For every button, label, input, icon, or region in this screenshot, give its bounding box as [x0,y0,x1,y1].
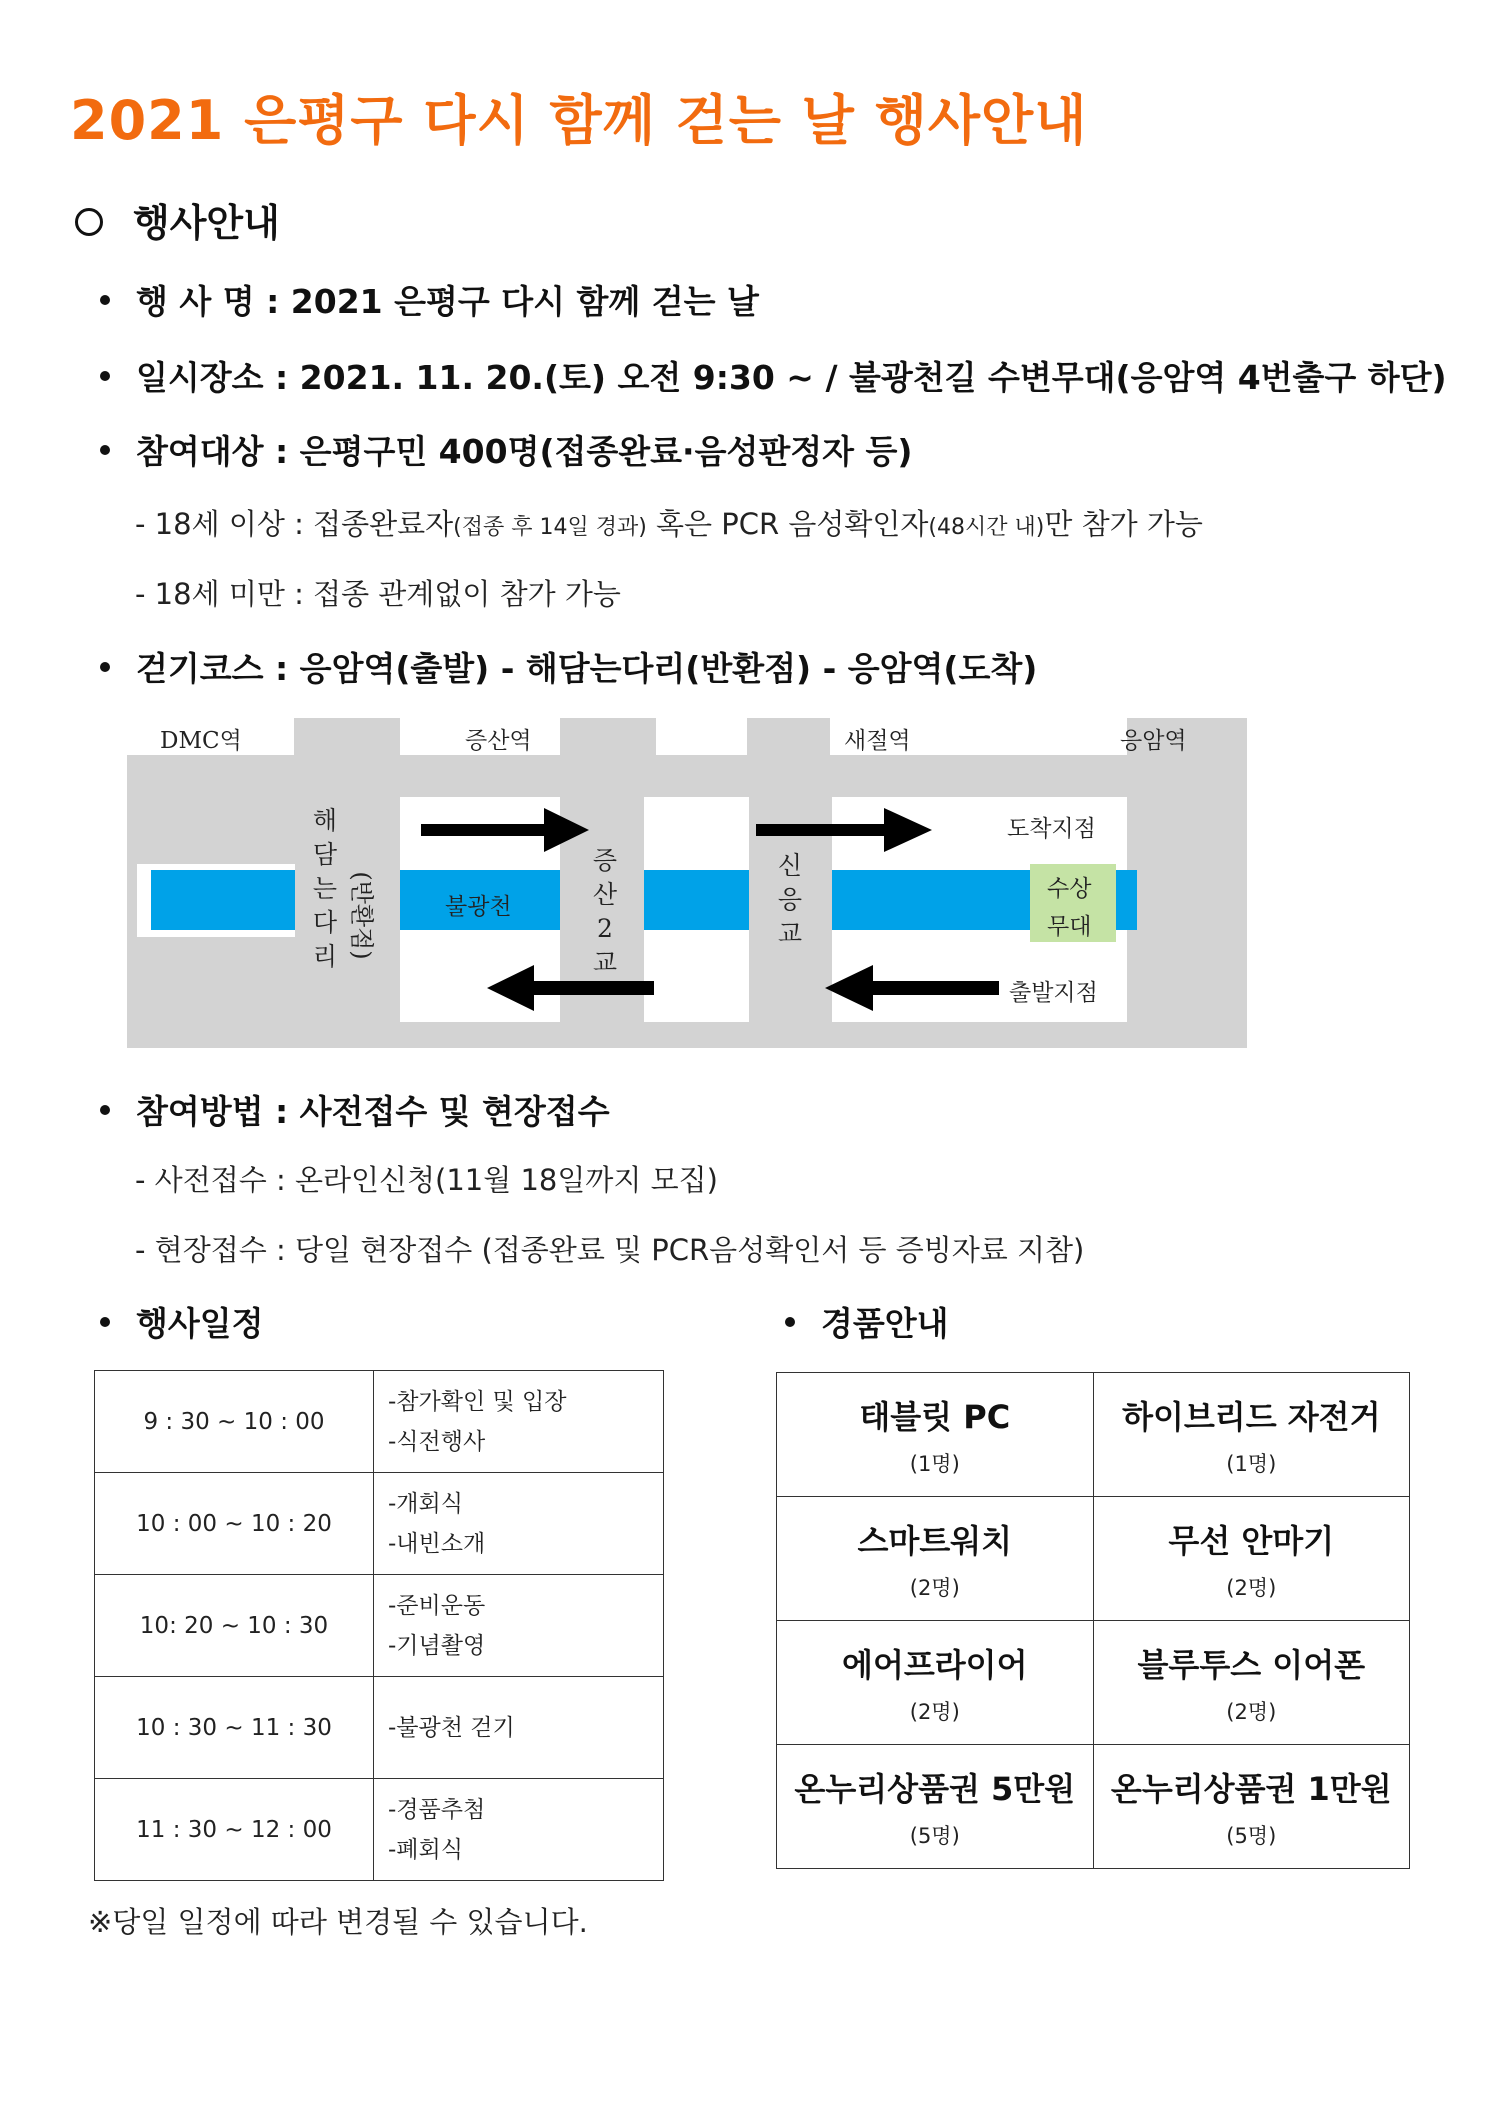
prize-cell [777,1745,1094,1869]
date-place-item [100,352,1447,399]
prize-name: 태블릿 PC [859,1397,1011,1436]
prize-count: (5명) [909,1823,960,1848]
stream-label: 불광천 [445,894,512,920]
prize-row [777,1621,1410,1745]
page-title: 2021 은평구 다시 함께 걷는 날 행사안내 [70,89,1088,152]
schedule-activity-line: -참가확인 및 입장 [388,1388,567,1415]
schedule-time: 9 : 30 ~ 10 : 00 [95,1371,374,1473]
bridge-jeungsan-label [590,844,620,980]
event-name-item [100,276,759,323]
bridge-haedam-char: 리 [312,942,338,971]
circle-bullet-icon [75,208,103,236]
bullet-icon [100,662,110,672]
map-road-north-1 [294,718,400,755]
bridge-sineung-char: 응 [777,885,803,914]
map-road-north-2 [560,718,656,755]
station-saejeol: 새절역 [844,728,911,754]
schedule-activity-line: -기념촬영 [388,1632,486,1659]
schedule-row [95,1779,664,1881]
water-stage-line2: 무대 [1047,914,1092,940]
method-item [100,1086,610,1133]
target-sub-adult-e: 만 참가 가능 [1044,507,1203,541]
bridge-jeungsan-char: 2 [597,914,613,943]
target-item [100,426,912,473]
bridge-jeungsan-char: 산 [592,880,618,909]
bullet-icon [100,295,110,305]
target-sub-adult [135,502,1203,543]
station-jeungsan: 증산역 [465,728,532,754]
bridge-haedam-char: 는 [312,874,338,903]
prize-row [777,1373,1410,1497]
bullet-icon [100,1105,110,1115]
schedule-activity [374,1473,664,1575]
schedule-activity-line: -내빈소개 [388,1530,486,1557]
bullet-icon [100,371,110,381]
prize-name: 에어프라이어 [842,1645,1028,1684]
method-sub-onsite: - 현장접수 : 당일 현장접수 (접종완료 및 PCR음성확인서 등 증빙자료 지참) [135,1233,1085,1267]
prize-heading-item [785,1298,949,1345]
method-sub-online: - 사전접수 : 온라인신청(11월 18일까지 모집) [135,1163,718,1197]
schedule-activity [374,1575,664,1677]
prize-count: (2명) [909,1699,960,1724]
target-sub-adult-c: 혹은 PCR 음성확인자 [646,507,929,541]
stream-segment-3 [644,870,749,930]
prize-count: (2명) [909,1575,960,1600]
prize-cell [1093,1497,1409,1621]
target-sub-adult-b: (접종 후 14일 경과) [453,515,647,540]
date-place: 일시장소 : 2021. 11. 20.(토) 오전 9:30 ~ / 불광천길 수변무대(응암역 4번출구 하단) [136,358,1447,397]
station-dmc: DMC역 [160,728,242,754]
prize-row [777,1497,1410,1621]
schedule-table [94,1370,664,1881]
schedule-activity-line: -불광천 걷기 [388,1714,515,1741]
schedule-activity-line: -폐회식 [388,1836,463,1863]
turn-point-label: (반환점) [347,871,376,960]
prize-name: 온누리상품권 1만원 [1110,1769,1392,1808]
schedule-row [95,1371,664,1473]
prize-cell [1093,1373,1409,1497]
prize-heading: 경품안내 [821,1304,949,1343]
prize-cell [777,1621,1094,1745]
prize-name: 온누리상품권 5만원 [794,1769,1076,1808]
prize-name: 무선 안마기 [1168,1521,1335,1560]
map-road-north-3 [747,718,830,755]
prize-name: 블루투스 이어폰 [1137,1645,1366,1684]
bridge-haedam-char: 담 [312,840,338,869]
schedule-heading-item [100,1298,264,1345]
method: 참여방법 : 사전접수 및 현장접수 [136,1092,610,1131]
station-eungam: 응암역 [1120,728,1187,754]
bridge-sineung-label [775,849,805,951]
target-sub-adult-d: (48시간 내) [928,515,1045,540]
bridge-sineung-char: 신 [777,851,803,880]
course-item [100,643,1037,690]
schedule-activity-line: -식전행사 [388,1428,486,1455]
prize-cell [777,1497,1094,1621]
schedule-time: 11 : 30 ~ 12 : 00 [95,1779,374,1881]
schedule-time: 10: 20 ~ 10 : 30 [95,1575,374,1677]
bridge-haedam-char: 다 [312,908,338,937]
target-sub-adult-a: - 18세 이상 : 접종완료자 [135,507,454,541]
target: 참여대상 : 은평구민 400명(접종완료·음성판정자 등) [136,432,913,471]
bridge-jeungsan-char: 교 [592,948,618,977]
schedule-time: 10 : 30 ~ 11 : 30 [95,1677,374,1779]
schedule-activity-line: -준비운동 [388,1592,486,1619]
bullet-icon [100,445,110,455]
bridge-haedam-char: 해 [312,806,338,835]
prize-name: 스마트워치 [857,1521,1013,1560]
event-name: 행 사 명 : 2021 은평구 다시 함께 걷는 날 [136,282,759,321]
course: 걷기코스 : 응암역(출발) - 해담는다리(반환점) - 응암역(도착) [136,649,1038,688]
arrival-point-label: 도착지점 [1007,816,1096,842]
schedule-activity-line: -개회식 [388,1490,463,1517]
schedule-row [95,1473,664,1575]
prize-cell [777,1373,1094,1497]
schedule-activity-line: -경품추첨 [388,1796,486,1823]
prize-row [777,1745,1410,1869]
departure-point-label: 출발지점 [1009,980,1098,1006]
schedule-note: ※당일 일정에 따라 변경될 수 있습니다. [88,1905,588,1939]
prize-count: (2명) [1226,1575,1277,1600]
schedule-heading: 행사일정 [136,1304,264,1343]
stream-segment-1 [151,870,295,930]
bridge-jeungsan-char: 증 [592,846,618,875]
prize-table [776,1372,1410,1869]
water-stage-line1: 수상 [1047,876,1092,902]
bridge-haedam-label [310,804,340,974]
course-map [127,718,1247,1048]
prize-count: (1명) [909,1451,960,1476]
bullet-icon [100,1317,110,1327]
schedule-activity [374,1371,664,1473]
schedule-activity [374,1779,664,1881]
prize-name: 하이브리드 자전거 [1122,1397,1381,1436]
prize-count: (5명) [1226,1823,1277,1848]
prize-count: (2명) [1226,1699,1277,1724]
schedule-activity [374,1677,664,1779]
bridge-sineung-char: 교 [777,919,803,948]
schedule-time: 10 : 00 ~ 10 : 20 [95,1473,374,1575]
target-sub-minor: - 18세 미만 : 접종 관계없이 참가 가능 [135,577,621,611]
prize-cell [1093,1621,1409,1745]
section-heading-text: 행사안내 [133,201,280,245]
prize-cell [1093,1745,1409,1869]
section-heading [75,192,280,247]
prize-count: (1명) [1226,1451,1277,1476]
bullet-icon [785,1317,795,1327]
schedule-row [95,1677,664,1779]
schedule-row [95,1575,664,1677]
